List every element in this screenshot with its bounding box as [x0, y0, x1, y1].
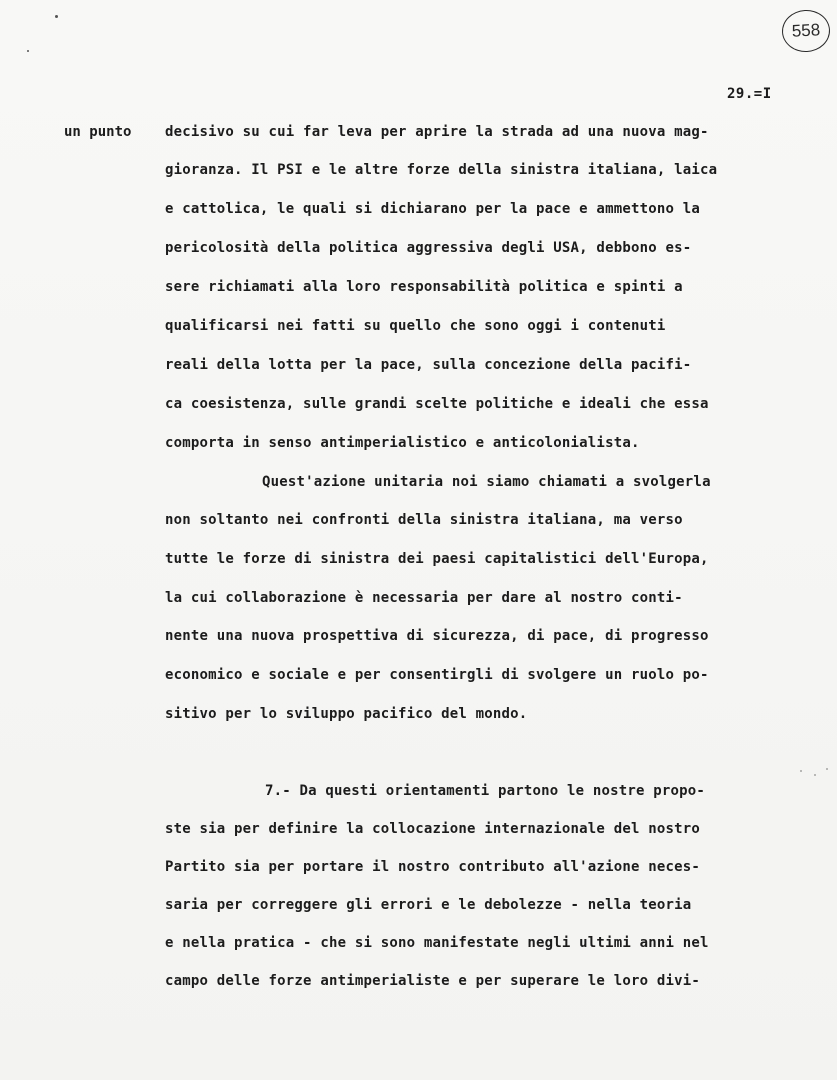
- text-line: gioranza. Il PSI e le altre forze della sinistra italiana, laica: [165, 162, 718, 178]
- text-line: Partito sia per portare il nostro contributo all'azione neces-: [165, 859, 700, 875]
- text-line: Quest'azione unitaria noi siamo chiamati a svolgerla: [262, 474, 711, 490]
- text-line: e cattolica, le quali si dichiarano per la pace e ammettono la: [165, 201, 700, 217]
- ink-speck: [814, 774, 816, 776]
- text-line: sere richiamati alla loro responsabilità politica e spinti a: [165, 279, 683, 295]
- text-line: ca coesistenza, sulle grandi scelte politiche e ideali che essa: [165, 396, 709, 412]
- text-line: comporta in senso antimperialistico e anticolonialista.: [165, 435, 640, 451]
- text-line: decisivo su cui far leva per aprire la strada ad una nuova mag-: [165, 124, 709, 140]
- text-line: nente una nuova prospettiva di sicurezza, di pace, di progresso: [165, 628, 709, 644]
- archive-stamp: 558: [781, 9, 831, 53]
- ink-speck: [800, 770, 802, 772]
- text-line: qualificarsi nei fatti su quello che sono oggi i contenuti: [165, 318, 666, 334]
- text-line: tutte le forze di sinistra dei paesi capitalistici dell'Europa,: [165, 551, 709, 567]
- text-line: saria per correggere gli errori e le debolezze - nella teoria: [165, 897, 692, 913]
- section-heading-line: 7.- Da questi orientamenti partono le nostre propo-: [265, 783, 706, 799]
- ink-speck: [826, 768, 828, 770]
- text-line: economico e sociale e per consentirgli di svolgere un ruolo po-: [165, 667, 709, 683]
- text-line: ste sia per definire la collocazione internazionale del nostro: [165, 821, 700, 837]
- margin-text: un punto: [64, 124, 132, 140]
- text-line: campo delle forze antimperialiste e per superare le loro divi-: [165, 973, 700, 989]
- ink-speck: [27, 50, 29, 52]
- ink-speck: [55, 15, 58, 18]
- text-line: non soltanto nei confronti della sinistra italiana, ma verso: [165, 512, 683, 528]
- text-line: pericolosità della politica aggressiva degli USA, debbono es-: [165, 240, 692, 256]
- page-number: 29.=I: [727, 86, 772, 102]
- text-line: reali della lotta per la pace, sulla concezione della pacifi-: [165, 357, 692, 373]
- text-line: e nella pratica - che si sono manifestate negli ultimi anni nel: [165, 935, 709, 951]
- text-line: sitivo per lo sviluppo pacifico del mondo.: [165, 706, 528, 722]
- text-line: la cui collaborazione è necessaria per dare al nostro conti-: [165, 590, 683, 606]
